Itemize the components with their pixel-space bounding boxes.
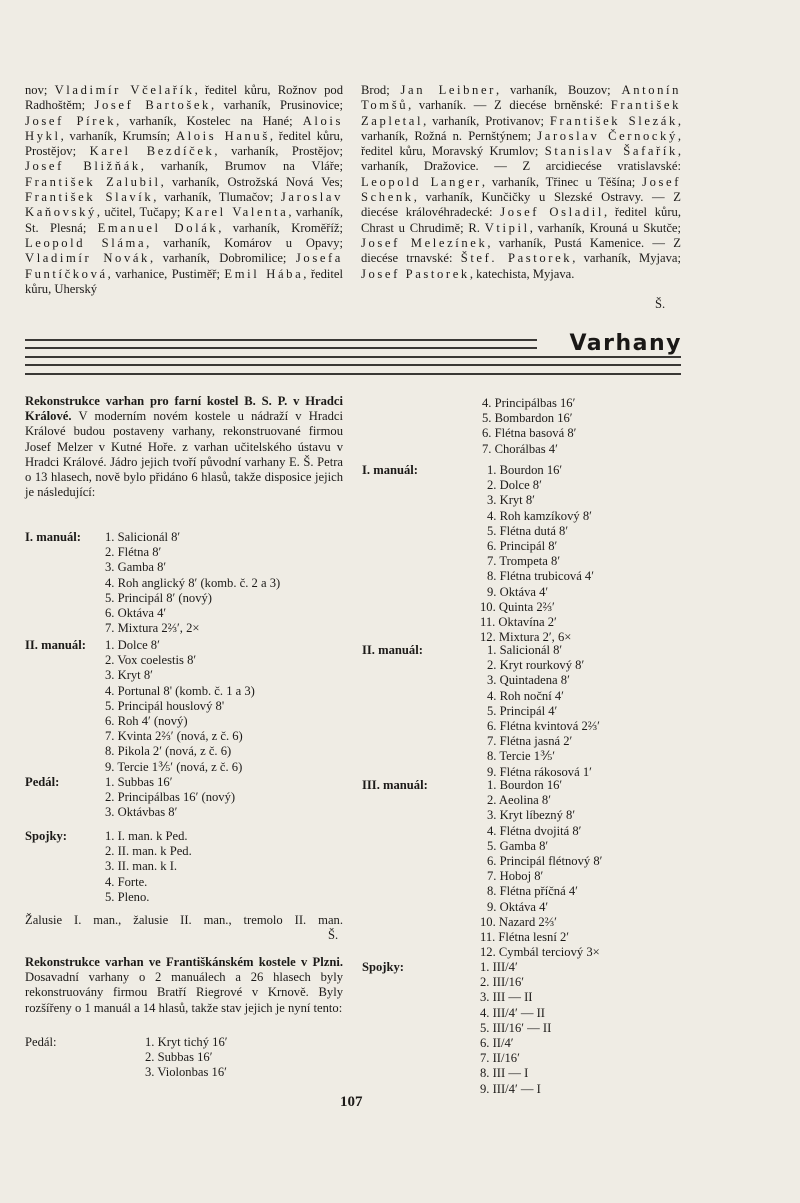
stop-item: 2. Dolce 8′ (487, 478, 542, 493)
group-label: II. manuál: (362, 643, 423, 657)
article1-signature: Š. (328, 928, 339, 942)
stop-item: 8. III — I (480, 1066, 529, 1081)
person-name: Leopold Sláma (25, 235, 147, 250)
stop-item: 1. Dolce 8′ (105, 638, 160, 652)
stop-item: 2. Principálbas 16′ (nový) (105, 790, 236, 805)
stop-item: 2. Vox coelestis 8′ (105, 653, 197, 668)
article1-heading: Rekonstrukce varhan pro farní kostel B. S. P. v Hradci Králové. (25, 394, 343, 424)
stop-item: 7. Kvinta 2⅔′ (nová, z č. 6) (105, 729, 243, 744)
article2-group-couplers (362, 960, 551, 1097)
article2-pedal-label: Pedál: (25, 1035, 57, 1049)
text-run: , varhaník, Rožná n. Pernštýnem; (361, 113, 682, 143)
text-run: , varhaník, Kunčičky u Slezské Ostravy. — Z diecése královéhradecké: (361, 190, 681, 220)
article1-group-pedal (25, 775, 235, 821)
person-name: František Slezák (549, 113, 678, 128)
person-name: Emanuel Dolák (97, 220, 219, 235)
text-run: , ředitel kůru, Prostějov; (25, 128, 343, 159)
text-run: , varhaník, Dražovice. — Z arcidiecése vratislavské: (361, 144, 681, 174)
article1-intro (25, 394, 343, 500)
person-name: Vladimír Včelařík (54, 83, 195, 97)
group-label: I. manuál: (25, 530, 81, 544)
stop-item: 1. Salicionál 8′ (105, 530, 181, 544)
stop-item: 7. Trompeta 8′ (487, 554, 561, 569)
stop-item: 3. Kryt líbezný 8′ (487, 808, 576, 823)
stop-item: 9. Oktáva 4′ (487, 899, 549, 914)
stop-item: 4. Flétna dvojitá 8′ (487, 823, 582, 838)
person-name: Leopold Langer (361, 174, 482, 189)
article1-group-couplers (25, 829, 192, 905)
stop-item: 4. Portunal 8' (komb. č. 1 a 3) (105, 683, 255, 698)
stop-item: 11. Oktavína 2′ (480, 615, 557, 630)
person-name: Alois Hykl (25, 113, 343, 143)
stop-item: 3. Kryt 8′ (105, 668, 153, 683)
stop-item: 12. Cymbál terciový 3× (480, 945, 600, 960)
article2-pedal-items-b (482, 396, 576, 457)
top-right-signature: Š. (655, 297, 666, 311)
person-name: Štef. Pastorek (460, 251, 573, 266)
person-name: Jaroslav Černocký (537, 128, 678, 143)
stop-item: 3. Violonbas 16′ (145, 1065, 227, 1080)
stop-item: 5. Pleno. (105, 889, 150, 904)
text-run: , varhaník, St. Plesná; (25, 205, 344, 235)
text-run: Brod; (361, 83, 401, 97)
text-run: , varhaník, Bouzov; (495, 83, 622, 97)
stop-item: 6. Flétna kvintová 2⅔′ (487, 719, 600, 734)
person-name: Vtipil (484, 220, 530, 235)
person-name: Antonín Tomšů (361, 83, 682, 113)
text-run: , ředitel kůru, Rožnov pod Radhoštěm; (25, 83, 343, 113)
person-name: Karel Bezdíček (89, 144, 215, 159)
group-label: III. manuál: (362, 778, 428, 792)
stop-item: 4. III/4′ — II (480, 1005, 546, 1020)
stop-item: 9. III/4′ — I (480, 1081, 541, 1096)
header-rule (25, 347, 537, 349)
text-run: , varhaník, Krouná u Skutče; (529, 220, 682, 235)
top-left-column (25, 83, 343, 297)
person-name: Josef Bližňák (25, 159, 141, 174)
text-run: , varhaník, Tlumačov; (153, 190, 281, 205)
stop-item: 6. Principál 8′ (487, 539, 558, 554)
person-name: Josef Melezínek (361, 235, 488, 250)
person-name: Josef Osladil (500, 205, 604, 220)
group-label: Pedál: (25, 775, 60, 789)
article2-heading: Rekonstrukce varhan ve Františkánském kostele v Plzni. (25, 955, 343, 969)
stop-item: 2. Flétna 8′ (105, 545, 162, 560)
stop-item: 5. Bombardon 16′ (482, 411, 573, 426)
header-rule (25, 364, 681, 366)
person-name: Alois Hanuš (175, 128, 270, 143)
stop-item: 8. Flétna příčná 4′ (487, 884, 578, 899)
person-name: Josef Schenk (361, 174, 681, 205)
text-run: , varhaník, Prostějov; (214, 144, 343, 159)
stop-item: 1. Kryt tichý 16′ (145, 1035, 228, 1049)
stop-item: 7. II/16′ (480, 1051, 520, 1066)
stop-item: 11. Flétna lesní 2′ (480, 930, 570, 945)
stop-item: 2. Subbas 16′ (145, 1050, 213, 1065)
top-right-column (361, 83, 681, 282)
stop-item: 2. Aeolina 8′ (487, 793, 551, 808)
stop-item: 9. Oktáva 4′ (487, 584, 549, 599)
stop-item: 8. Flétna trubicová 4′ (487, 569, 594, 584)
stop-item: 7. Chorálbas 4′ (482, 441, 558, 456)
text-run: , varhaník, Kostelec na Hané; (116, 113, 303, 128)
stop-item: 3. III — II (480, 990, 533, 1005)
person-name: František Zalubil (25, 174, 161, 189)
stop-item: 7. Flétna jasná 2′ (487, 734, 573, 749)
stop-item: 5. III/16′ — II (480, 1020, 552, 1035)
stop-item: 4. Forte. (105, 874, 148, 889)
text-run: , varhaník, Pustá Kamenice. — Z diecése trnavské: (361, 235, 681, 266)
stop-item: 1. Subbas 16′ (105, 775, 173, 789)
stop-item: 6. Principál flétnový 8′ (487, 854, 603, 869)
stop-item: 3. Quintadena 8′ (487, 673, 570, 688)
stop-item: 5. Gamba 8′ (487, 838, 549, 853)
article2-body: Dosavadní varhany o 2 manuálech a 26 hlasech byly rekonstruovány firmou Bratří Riegrové v Krnově. Byly rozšířeny o 1 manuál a 14 hlasů, takže stav jejich je nyní tento: (25, 970, 343, 1015)
header-rule (25, 339, 537, 341)
stop-item: 6. Roh 4′ (nový) (105, 714, 188, 729)
person-name: Karel Valenta (184, 205, 289, 220)
person-name: Vladimír Novák (25, 251, 150, 266)
article1-group-manual1 (25, 530, 280, 636)
stop-item: 2. III/16′ (480, 975, 525, 990)
page-number: 107 (340, 1094, 363, 1110)
stop-item: 5. Principál houslový 8' (105, 698, 225, 713)
article1-body: V moderním novém kostele u nádraží v Hradci Králové budou postaveny varhany, rekonstruované firmou Josef Melzer v Kutné Hoře. z varhan učitelského ústavu v Hradci Králové. Jádro jejich tvoří původní varhany E. Š. Petra o 13 hlasech, nově bylo přidáno 6 hlasů, takže disposice jejich je následující: (25, 409, 343, 500)
article2-group-manual3 (362, 778, 602, 960)
stop-item: 1. Bourdon 16′ (487, 778, 563, 792)
text-run: , učitel, Tučapy; (96, 205, 185, 220)
text-run: , varhaník, Dobromilice; (149, 251, 296, 266)
article1-group-manual2 (25, 638, 255, 775)
stop-item: 6. Flétna basová 8′ (482, 426, 577, 441)
stop-item: 4. Roh kamzíkový 8′ (487, 508, 592, 523)
stop-item: 10. Quinta 2⅔′ (480, 599, 555, 614)
stop-item: 5. Flétna dutá 8′ (487, 523, 569, 538)
person-name: František Zapletal (361, 98, 681, 128)
text-run: , varhaník, Ostrožská Nová Ves; (160, 174, 343, 189)
stop-item: 10. Nazard 2⅔′ (480, 914, 557, 929)
stop-item: 6. II/4′ (480, 1036, 514, 1051)
text-run: , varhanice, Pustiměř; (107, 266, 225, 281)
group-label: II. manuál: (25, 638, 86, 652)
text-run: , varhaník, Třinec u Těšína; (481, 174, 643, 189)
person-name: Josef Pastorek (361, 266, 470, 281)
group-label: Spojky: (362, 960, 404, 974)
stop-item: 6. Oktáva 4′ (105, 606, 167, 621)
text-run: , varhaník, Kroměříž; (218, 220, 343, 235)
person-name: František Slavík (25, 190, 154, 205)
text-run: , varhaník, Krumsín; (60, 128, 176, 143)
person-name: Emil Hába (224, 266, 304, 281)
stop-item: 5. Principál 4′ (487, 703, 558, 718)
stop-item: 1. III/4′ (480, 960, 518, 974)
stop-item: 4. Roh noční 4′ (487, 688, 564, 703)
text-run: , ředitel kůru, Chrast u Chrudimě; R. (361, 205, 681, 235)
stop-item: 1. Bourdon 16′ (487, 463, 563, 477)
text-run: , varhaník. — Z diecése brněnské: (408, 98, 611, 113)
person-name: Josef Pírek (25, 113, 117, 128)
stop-item: 1. Salicionál 8′ (487, 643, 563, 657)
stop-item: 3. II. man. k I. (105, 859, 178, 874)
article2-pedal-items-a (145, 1035, 228, 1081)
section-title: Varhany (569, 331, 682, 356)
stop-item: 7. Mixtura 2⅔′, 2× (105, 621, 200, 636)
stop-item: 9. Tercie 1⅗′ (nová, z č. 6) (105, 759, 243, 774)
person-name: Jan Leibner (400, 83, 496, 97)
text-run: , varhaník, Myjava; (572, 251, 682, 266)
stop-item: 8. Tercie 1⅗′ (487, 749, 556, 764)
person-name: Stanislav Šafařík (544, 144, 678, 159)
group-label: I. manuál: (362, 463, 418, 477)
stop-item: 2. Kryt rourkový 8′ (487, 658, 585, 673)
header-rule (25, 356, 681, 358)
stop-item: 7. Hoboj 8′ (487, 869, 544, 884)
header-rule (25, 373, 681, 375)
text-run: , varhaník, Prusinovice; (210, 98, 343, 113)
person-name: Jaroslav Kaňovský (25, 190, 343, 220)
text-run: nov; (25, 83, 55, 97)
text-run: , ředitel kůru, Uherský (25, 266, 344, 296)
person-name: Josefa Funtíčková (25, 251, 343, 281)
stop-item: 12. Mixtura 2′, 6× (480, 630, 572, 645)
person-name: Josef Bartošek (94, 98, 211, 113)
text-run: , varhaník, Brumov na Vláře; (140, 159, 343, 174)
text-run: , varhaník, Komárov u Opavy; (146, 235, 343, 250)
group-label: Spojky: (25, 829, 67, 843)
stop-item: 3. Gamba 8′ (105, 560, 167, 575)
article2-group-manual2 (362, 643, 600, 780)
stop-item: 4. Principálbas 16′ (482, 396, 576, 410)
text-run: , ředitel kůru, Moravský Krumlov; (361, 128, 682, 159)
stop-item: 3. Oktávbas 8′ (105, 805, 178, 820)
stop-item: 9. Flétna rákosová 1′ (487, 764, 592, 779)
article2-intro (25, 955, 343, 1016)
stop-item: 8. Pikola 2′ (nová, z č. 6) (105, 744, 232, 759)
stop-item: 1. I. man. k Ped. (105, 829, 188, 843)
text-run: , varhaník, Protivanov; (423, 113, 550, 128)
stop-item: 5. Principál 8′ (nový) (105, 590, 212, 605)
stop-item: 4. Roh anglický 8′ (komb. č. 2 a 3) (105, 575, 281, 590)
stop-item: 2. II. man. k Ped. (105, 844, 192, 859)
article2-group-manual1 (362, 463, 594, 645)
stop-item: 3. Kryt 8′ (487, 493, 535, 508)
article1-closing: Žalusie I. man., žalusie II. man., tremolo II. man. (25, 913, 343, 927)
text-run: , katechista, Myjava. (469, 266, 575, 281)
